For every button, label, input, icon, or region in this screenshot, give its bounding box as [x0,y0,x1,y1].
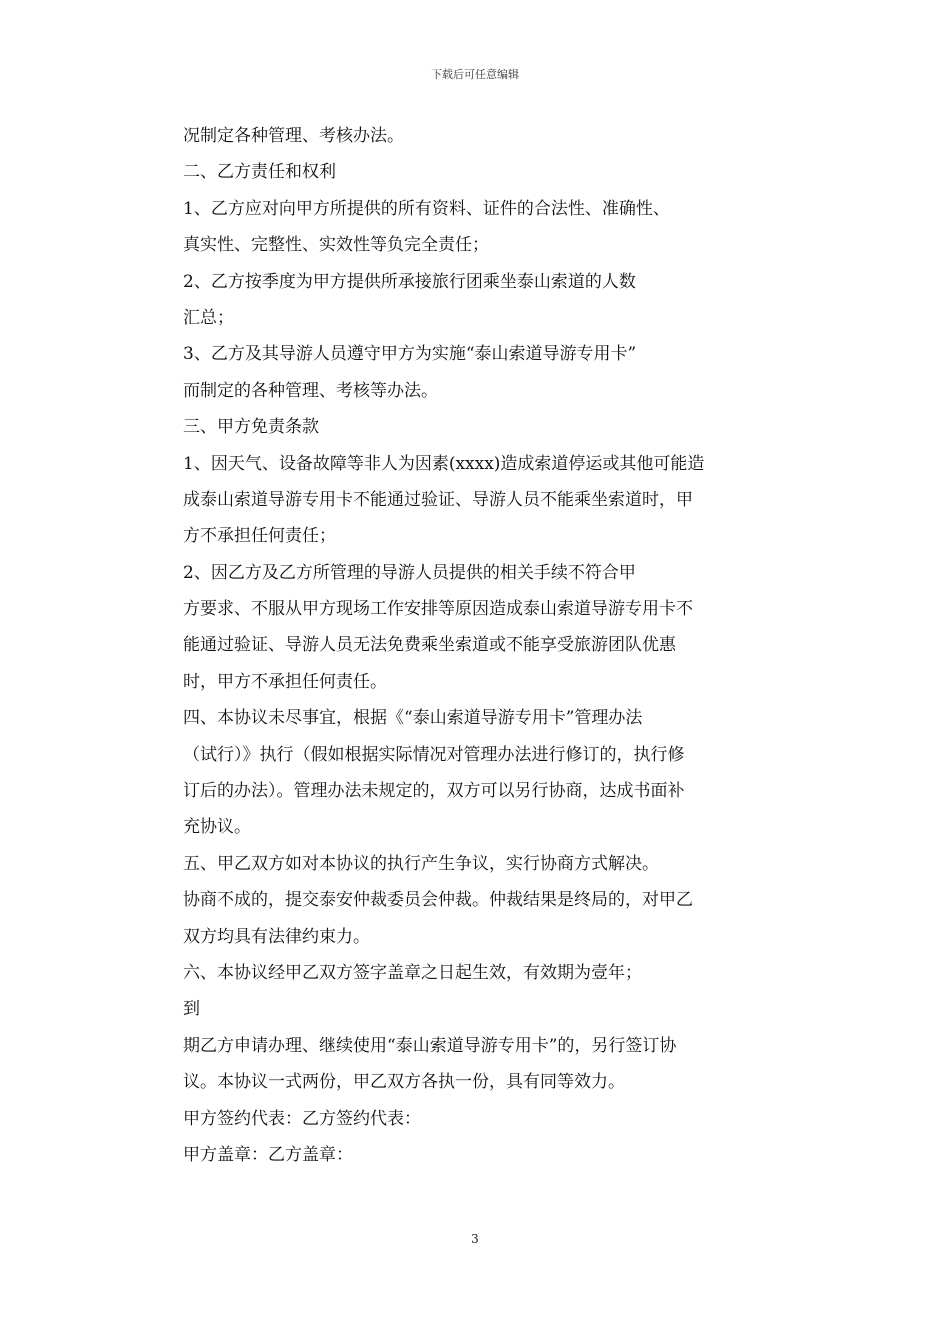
text-line: 1、乙方应对向甲方所提供的所有资料、证件的合法性、准确性、 [183,198,670,219]
section-heading: 四、本协议未尽事宜，根据《“泰山索道导游专用卡”管理办法 [183,708,643,729]
text-line: 2、乙方按季度为甲方提供所承接旅行团乘坐泰山索道的人数 [183,271,636,292]
text-line: 协商不成的，提交泰安仲裁委员会仲裁。仲裁结果是终局的，对甲乙 [183,890,693,911]
text-line: 真实性、完整性、实效性等负完全责任； [183,235,489,256]
text-line: 充协议。 [183,817,251,838]
section-heading: 五、甲乙双方如对本协议的执行产生争议，实行协商方式解决。 [183,853,659,874]
text-line: 到 [183,999,200,1020]
section-heading: 三、甲方免责条款 [183,417,319,438]
text-line: 汇总； [183,307,234,328]
text-line: （试行）》执行（假如根据实际情况对管理办法进行修订的，执行修 [183,744,685,765]
text-line: 方要求、不服从甲方现场工作安排等原因造成泰山索道导游专用卡不 [183,599,693,620]
text-line: 订后的办法）。管理办法未规定的，双方可以另行协商，达成书面补 [183,781,685,802]
text-line: 3、乙方及其导游人员遵守甲方为实施“泰山索道导游专用卡” [183,344,637,365]
text-line: 能通过验证、导游人员无法免费乘坐索道或不能享受旅游团队优惠 [183,635,676,656]
text-line: 方不承担任何责任； [183,526,336,547]
seal-line: 甲方盖章：乙方盖章： [183,1144,353,1165]
page-header: 下载后可任意编辑 [431,68,519,81]
text-line: 议。本协议一式两份，甲乙双方各执一份，具有同等效力。 [183,1072,625,1093]
text-line: 成泰山索道导游专用卡不能通过验证、导游人员不能乘坐索道时，甲 [183,489,693,510]
signature-line: 甲方签约代表：乙方签约代表： [183,1108,421,1129]
text-line: 况制定各种管理、考核办法。 [183,126,404,146]
text-line: 期乙方申请办理、继续使用“泰山索道导游专用卡”的，另行签订协 [183,1035,677,1056]
text-line: 而制定的各种管理、考核等办法。 [183,380,438,401]
page-number: 3 [471,1232,479,1246]
text-line: 双方均具有法律约束力。 [183,926,370,947]
text-line: 2、因乙方及乙方所管理的导游人员提供的相关手续不符合甲 [183,562,636,583]
text-line: 1、因天气、设备故障等非人为因素(xxxx)造成索道停运或其他可能造 [183,453,705,474]
document-body [183,118,783,1173]
section-heading: 二、乙方责任和权利 [183,162,336,183]
section-heading: 六、本协议经甲乙双方签字盖章之日起生效，有效期为壹年； [183,962,642,983]
text-line: 时，甲方不承担任何责任。 [183,671,387,692]
